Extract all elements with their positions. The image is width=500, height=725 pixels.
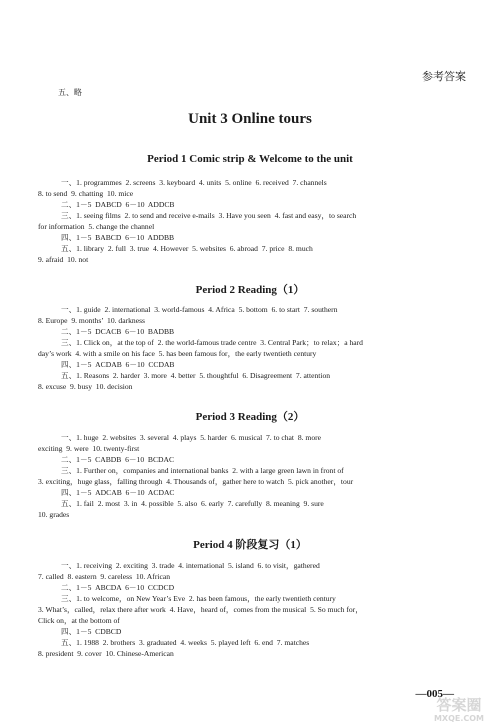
p4-line-2: 7. called 8. eastern 9. careless 10. African [38, 572, 170, 581]
p1-line-1: 一、1. programmes 2. screens 3. keyboard 4. units 5. online 6. received 7. channels [61, 178, 327, 187]
p3-line-8: 10. grades [38, 510, 70, 519]
page-header: 参考答案 [422, 71, 466, 83]
p2-line-6: 四、1－5 ACDAB 6－10 CCDAB [61, 360, 175, 369]
watermark-url: MXQE.COM [433, 714, 485, 723]
p2-line-4: 三、1. Click on，at the top of 2. the world-famous trade centre 3. Central Park；to relax；a hard [61, 338, 363, 347]
page-number: —005— [415, 688, 454, 700]
watermark-text: 答案圈 [436, 696, 482, 714]
prelim-note: 五、略 [58, 88, 82, 97]
p4-line-8: 五、1. 1988 2. brothers 3. graduated 4. weeks 5. played left 6. end 7. matches [61, 638, 310, 647]
period-1-title: Period 1 Comic strip & Welcome to the unit [147, 153, 353, 165]
p2-line-5: day’s work 4. with a smile on his face 5. has been famous for，the early twentieth century [38, 349, 317, 358]
p2-line-2: 8. Europe 9. months’ 10. darkness [38, 316, 145, 325]
p1-line-6: 四、1－5 BABCD 6－10 ADDBB [61, 233, 175, 242]
period-3-title: Period 3 Reading（2） [195, 411, 305, 423]
p1-line-4: 三、1. seeing films 2. to send and receive e-mails 3. Have you seen 4. fast and easy，to search [61, 211, 357, 220]
p3-line-7: 五、1. fail 2. most 3. in 4. possible 5. also 6. early 7. carefully 8. meaning 9. sure [61, 499, 324, 508]
p3-line-6: 四、1－5 ADCAB 6－10 ACDAC [61, 488, 175, 497]
period-4-title: Period 4 阶段复习（1） [193, 539, 307, 551]
p1-line-8: 9. afraid 10. not [38, 255, 89, 264]
p1-line-5: for information 5. change the channel [38, 222, 155, 231]
unit-title: Unit 3 Online tours [188, 111, 312, 127]
p1-line-3: 二、1－5 DABCD 6－10 ADDCB [61, 200, 175, 209]
p1-line-2: 8. to send 9. chatting 10. mice [38, 189, 134, 198]
p2-line-7: 五、1. Reasons 2. harder 3. more 4. better 5. thoughtful 6. Disagreement 7. attention [61, 371, 331, 380]
p4-line-5: 3. What’s，called，relax there after work 4. Have，heard of，comes from the musical 5. So much for， [38, 605, 363, 614]
p1-line-7: 五、1. library 2. full 3. true 4. However 5. websites 6. abroad 7. price 8. much [61, 244, 313, 253]
p3-line-3: 二、1－5 CABDB 6－10 BCDAC [61, 455, 175, 464]
p3-line-4: 三、1. Further on，companies and international banks 2. with a large green lawn in front of [61, 466, 344, 475]
watermark-logo [422, 693, 496, 723]
p3-line-5: 3. exciting，huge glass，falling through 4. Thousands of，gather here to watch 5. pick another，tour [38, 477, 354, 486]
p2-line-3: 二、1－5 DCACB 6－10 BADBB [61, 327, 175, 336]
period-2-title: Period 2 Reading（1） [195, 284, 305, 296]
p4-line-3: 二、1－5 ABCDA 6－10 CCDCD [61, 583, 175, 592]
p2-line-8: 8. excuse 9. busy 10. decision [38, 382, 133, 391]
p2-line-1: 一、1. guide 2. international 3. world-famous 4. Africa 5. bottom 6. to start 7. southern [61, 305, 338, 314]
p3-line-1: 一、1. huge 2. websites 3. several 4. plays 5. harder 6. musical 7. to chat 8. more [61, 433, 322, 442]
p4-line-4: 三、1. to welcome，on New Year’s Eve 2. has been famous，the early twentieth century [61, 594, 336, 603]
p3-line-2: exciting 9. were 10. twenty-first [38, 444, 140, 453]
p4-line-7: 四、1－5 CDBCD [61, 627, 122, 636]
p4-line-1: 一、1. receiving 2. exciting 3. trade 4. international 5. island 6. to visit，gathered [61, 561, 320, 570]
p4-line-9: 8. president 9. cover 10. Chinese-American [38, 649, 174, 658]
p4-line-6: Click on，at the bottom of [38, 616, 120, 625]
